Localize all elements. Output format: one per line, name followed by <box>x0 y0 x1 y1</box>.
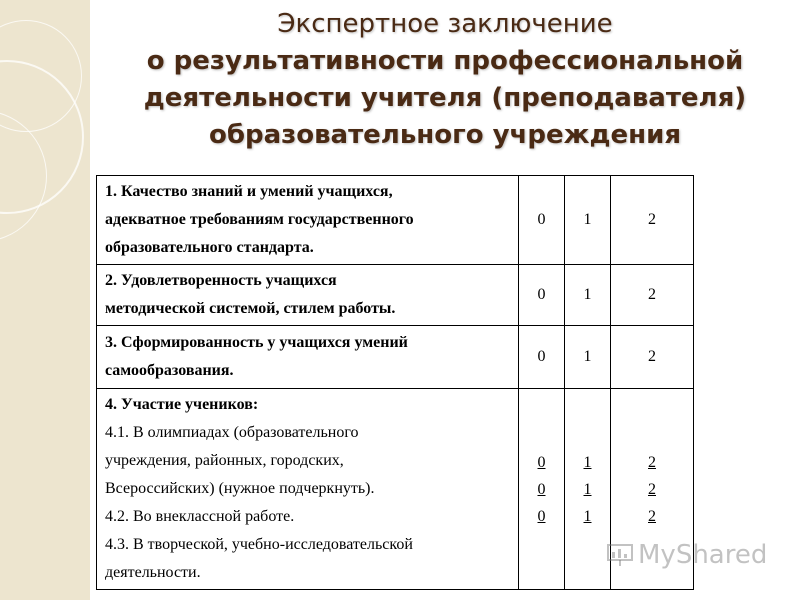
title-line-2: о результативности профессиональной <box>146 46 744 76</box>
score-cell: 0 <box>519 326 565 389</box>
criterion-cell <box>97 176 519 265</box>
criterion-line: 4.1. В олимпиадах (образовательного <box>105 424 359 441</box>
table-row <box>97 176 694 265</box>
criterion-cell <box>97 265 519 326</box>
criteria-table <box>96 175 694 590</box>
criterion-line: учреждения, районных, городских, <box>105 452 344 469</box>
score-cell: 0 <box>519 176 565 265</box>
criterion-line: 3. Сформированность у учащихся умений <box>105 334 408 351</box>
title-line-1: Экспертное заключение <box>277 9 613 39</box>
criterion-line: 4.2. Во внеклассной работе. <box>105 508 295 525</box>
criterion-cell <box>97 326 519 389</box>
score-cell: 1 <box>565 176 611 265</box>
score-value: 1 <box>583 507 592 525</box>
score-value: 2 <box>648 453 656 471</box>
criterion-line: 4.3. В творческой, учебно-исследовательской <box>105 536 413 553</box>
score-cell <box>519 389 565 590</box>
criterion-line: 1. Качество знаний и умений учащихся, <box>105 183 393 200</box>
slide-title <box>100 6 790 154</box>
criterion-cell <box>97 389 519 590</box>
score-cell: 1 <box>565 326 611 389</box>
title-line-4: образовательного учреждения <box>208 120 682 150</box>
presentation-icon <box>606 543 634 567</box>
criterion-line: Всероссийских) (нужное подчеркнуть). <box>105 480 375 497</box>
decorative-side-band <box>0 0 90 600</box>
watermark <box>606 540 767 570</box>
score-cell: 1 <box>565 265 611 326</box>
score-cell: 2 <box>611 176 694 265</box>
score-cell: 2 <box>611 326 694 389</box>
score-cell: 2 <box>611 265 694 326</box>
table-row <box>97 326 694 389</box>
criterion-line: образовательного стандарта. <box>105 239 314 256</box>
score-value: 0 <box>537 507 546 525</box>
criterion-line: самообразования. <box>105 362 234 379</box>
table-row <box>97 265 694 326</box>
watermark-text: MyShared <box>638 540 768 570</box>
criterion-line: адекватное требованиям государственного <box>105 211 414 228</box>
criterion-line: методической системой, стилем работы. <box>105 300 396 317</box>
score-value: 1 <box>583 453 592 471</box>
score-cell: 0 <box>519 265 565 326</box>
score-value: 2 <box>648 507 656 525</box>
table-row <box>97 389 694 590</box>
score-cell <box>565 389 611 590</box>
score-value: 0 <box>537 453 546 471</box>
criterion-line: 2. Удовлетворенность учащихся <box>105 272 337 289</box>
score-value: 2 <box>648 480 656 498</box>
criterion-line: 4. Участие учеников: <box>105 396 259 413</box>
title-line-3: деятельности учителя (преподавателя) <box>143 83 747 113</box>
score-value: 1 <box>583 480 592 498</box>
score-value: 0 <box>537 480 546 498</box>
criterion-line: деятельности. <box>105 564 201 581</box>
